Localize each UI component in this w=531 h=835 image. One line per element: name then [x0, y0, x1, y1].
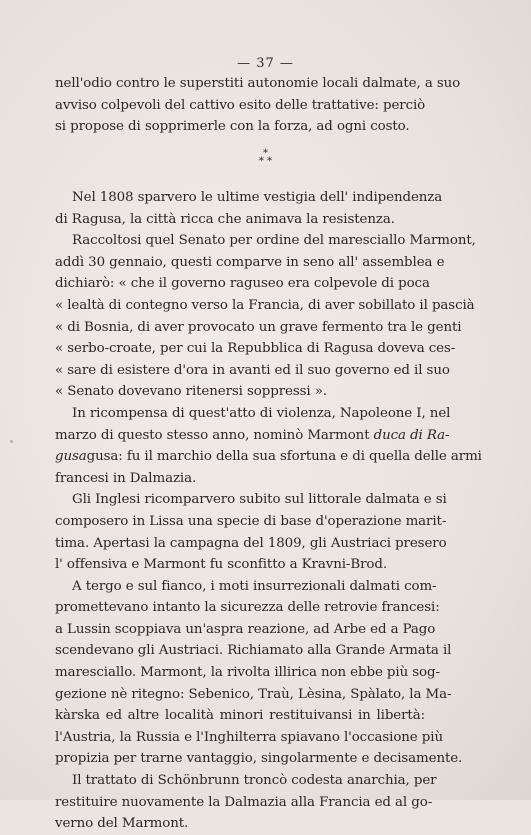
text-line: si propose di sopprimerle con la forza, ad ogni costo.: [55, 119, 410, 135]
text-line: « lealtà di contegno verso la Francia, di aver sobillato il pascià: [55, 297, 475, 313]
text-line: tima. Apertasi la campagna del 1809, gli Austriaci presero: [55, 535, 447, 551]
asterism-bottom-stars: * *: [258, 156, 273, 167]
text-line: « serbo-croate, per cui la Repubblica di Ragusa doveva ces-: [55, 341, 456, 357]
text-line: Nel 1808 sparvero le ultime vestigia dell' indipendenza: [72, 190, 443, 205]
main-text: [55, 187, 482, 835]
text-line: Il trattato di Schönbrunn troncò codesta anarchia, per: [72, 773, 437, 789]
text-line: composero in Lissa una specie di base d'operazione marit-: [55, 513, 447, 529]
text-line: A tergo e sul fianco, i moti insurrezionali dalmati com-: [72, 578, 437, 594]
text-line: l' offensiva e Marmont fu sconfitto a Kravni-Brod.: [55, 557, 387, 573]
text-line: kàrska ed altre località minori restituivansi in libertà:: [55, 708, 425, 724]
text-line: addì 30 gennaio, questi comparve in seno all' assemblea e: [55, 254, 445, 270]
text-line: restituire nuovamente la Dalmazia alla Francia ed al go-: [55, 794, 433, 810]
text-line: di Ragusa, la città ricca che animava la resistenza.: [55, 211, 395, 227]
text-line: l'Austria, la Russia e l'Inghilterra spiavano l'occasione più: [55, 729, 443, 745]
text-line: promettevano intanto la sicurezza delle retrovie francesi:: [55, 600, 440, 616]
text-line: propizia per trarne vantaggio, singolarmente e decisamente.: [55, 751, 463, 767]
text-line: verno del Marmont.: [55, 816, 189, 832]
text-line: Raccoltosi quel Senato per ordine del maresciallo Marmont,: [72, 233, 476, 249]
text-line-with-italic: [55, 446, 482, 468]
text-line: maresciallo. Marmont, la rivolta illirica non ebbe più sog-: [55, 665, 440, 681]
text-line: dichiarò: « che il governo raguseo era colpevole di poca: [55, 276, 430, 292]
text-fragment: gusa: fu il marchio della sua sfortuna e di quella delle armi: [86, 449, 482, 465]
text-line: In ricompensa di quest'atto di violenza, Napoleone I, nel: [72, 405, 451, 421]
text-line: scendevano gli Austriaci. Richiamato alla Grande Armata il: [55, 643, 452, 659]
italic-title-continued: gusa: [55, 449, 87, 465]
italic-title: duca di Ra-: [373, 427, 450, 443]
text-line: francesi in Dalmazia.: [55, 470, 197, 486]
asterism-divider: [0, 150, 531, 166]
text-line: a Lussin scoppiava un'aspra reazione, ad Arbe ed a Pago: [55, 621, 436, 637]
text-line: nell'odio contro le superstiti autonomie locali dalmate, a suo: [55, 76, 461, 91]
page-number: — 37 —: [237, 56, 294, 71]
paper-blemish: [10, 440, 13, 443]
text-line: « sare di esistere d'ora in avanti ed il suo governo ed il suo: [55, 362, 450, 378]
text-line: avviso colpevoli del cattivo esito delle trattative: perciò: [55, 97, 426, 113]
text-line: « di Bosnia, di aver provocato un grave fermento tra le genti: [55, 319, 462, 335]
text-fragment: marzo di questo stesso anno, nominò Marmont: [55, 427, 374, 443]
text-line: « Senato dovevano ritenersi soppressi ».: [55, 384, 327, 400]
text-line-with-italic: [55, 425, 450, 447]
text-line: gezione nè ritegno: Sebenico, Traù, Lèsina, Spàlato, la Ma-: [55, 686, 452, 702]
asterism-top-star: *: [263, 148, 268, 159]
intro-paragraph: [55, 73, 461, 138]
text-line: Gli Inglesi ricomparvero subito sul littorale dalmata e si: [72, 492, 447, 508]
